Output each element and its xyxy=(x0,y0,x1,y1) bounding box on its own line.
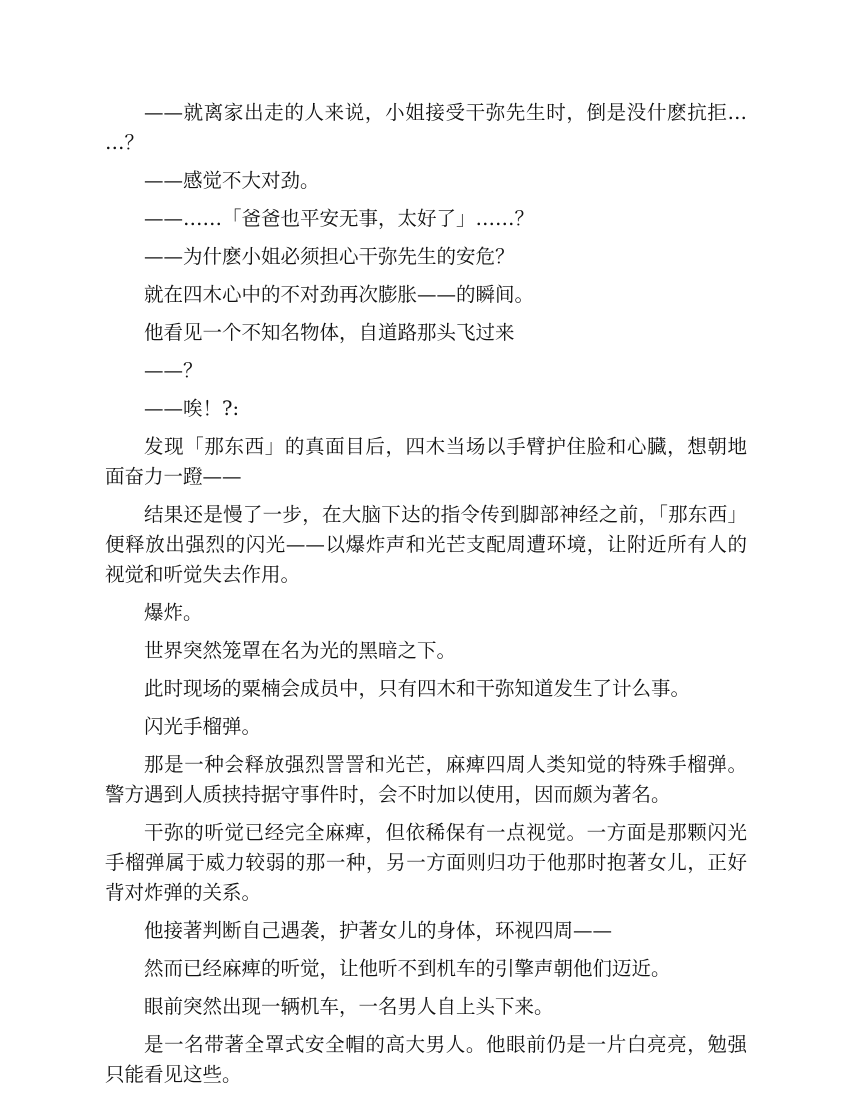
paragraph-4: ——为什麽小姐必须担心干弥先生的安危？ xyxy=(144,245,515,268)
paragraph-19: 眼前突然出现一辆机车，一名男人自上头下来。 xyxy=(144,995,554,1018)
paragraph-1: ——就离家出走的人来说，小姐接受干弥先生时，倒是没什麽抗拒……？ xyxy=(105,101,747,154)
paragraph-14: 闪光手榴弹。 xyxy=(144,715,262,738)
paragraph-2: ——感觉不大对劲。 xyxy=(144,169,320,192)
paragraph-5: 就在四木心中的不对劲再次膨胀——的瞬间。 xyxy=(144,283,535,306)
paragraph-12: 世界突然笼罩在名为光的黑暗之下。 xyxy=(144,639,457,662)
paragraph-20: 是一名带著全罩式安全帽的高大男人。他眼前仍是一片白亮亮，勉强只能看见这些。 xyxy=(105,1033,747,1086)
document-page xyxy=(105,98,747,1098)
paragraph-8: ——唉！?: xyxy=(144,397,240,420)
paragraph-3: ——……「爸爸也平安无事，太好了」……？ xyxy=(144,207,535,230)
paragraph-11: 爆炸。 xyxy=(144,601,203,624)
paragraph-6: 他看见一个不知名物体，自道路那头飞过来 xyxy=(144,321,515,344)
paragraph-15: 那是一种会释放强烈詈詈和光芒，麻痺四周人类知觉的特殊手榴弹。警方遇到人质挟持据守事件时，会不时加以使用，因而颇为著名。 xyxy=(105,753,747,806)
paragraph-18: 然而已经麻痺的听觉，让他听不到机车的引擎声朝他们迈近。 xyxy=(144,957,671,980)
paragraph-17: 他接著判断自己遇袭，护著女儿的身体，环视四周—— xyxy=(144,919,613,942)
paragraph-7: ——？ xyxy=(144,359,203,382)
paragraph-10: 结果还是慢了一步，在大脑下达的指令传到脚部神经之前，「那东西」便释放出强烈的闪光——以爆炸声和光芒支配周遭环境，让附近所有人的视觉和听觉失去作用。 xyxy=(105,503,747,586)
paragraph-16: 干弥的听觉已经完全麻痺，但依稀保有一点视觉。一方面是那颗闪光手榴弹属于威力较弱的那一种，另一方面则归功于他那时抱著女儿，正好背对炸弹的关系。 xyxy=(105,821,747,904)
paragraph-9: 发现「那东西」的真面目后，四木当场以手臂护住脸和心臓，想朝地面奋力一蹬—— xyxy=(105,435,747,488)
paragraph-13: 此时现场的粟楠会成员中，只有四木和干弥知道发生了计么事。 xyxy=(144,677,691,700)
